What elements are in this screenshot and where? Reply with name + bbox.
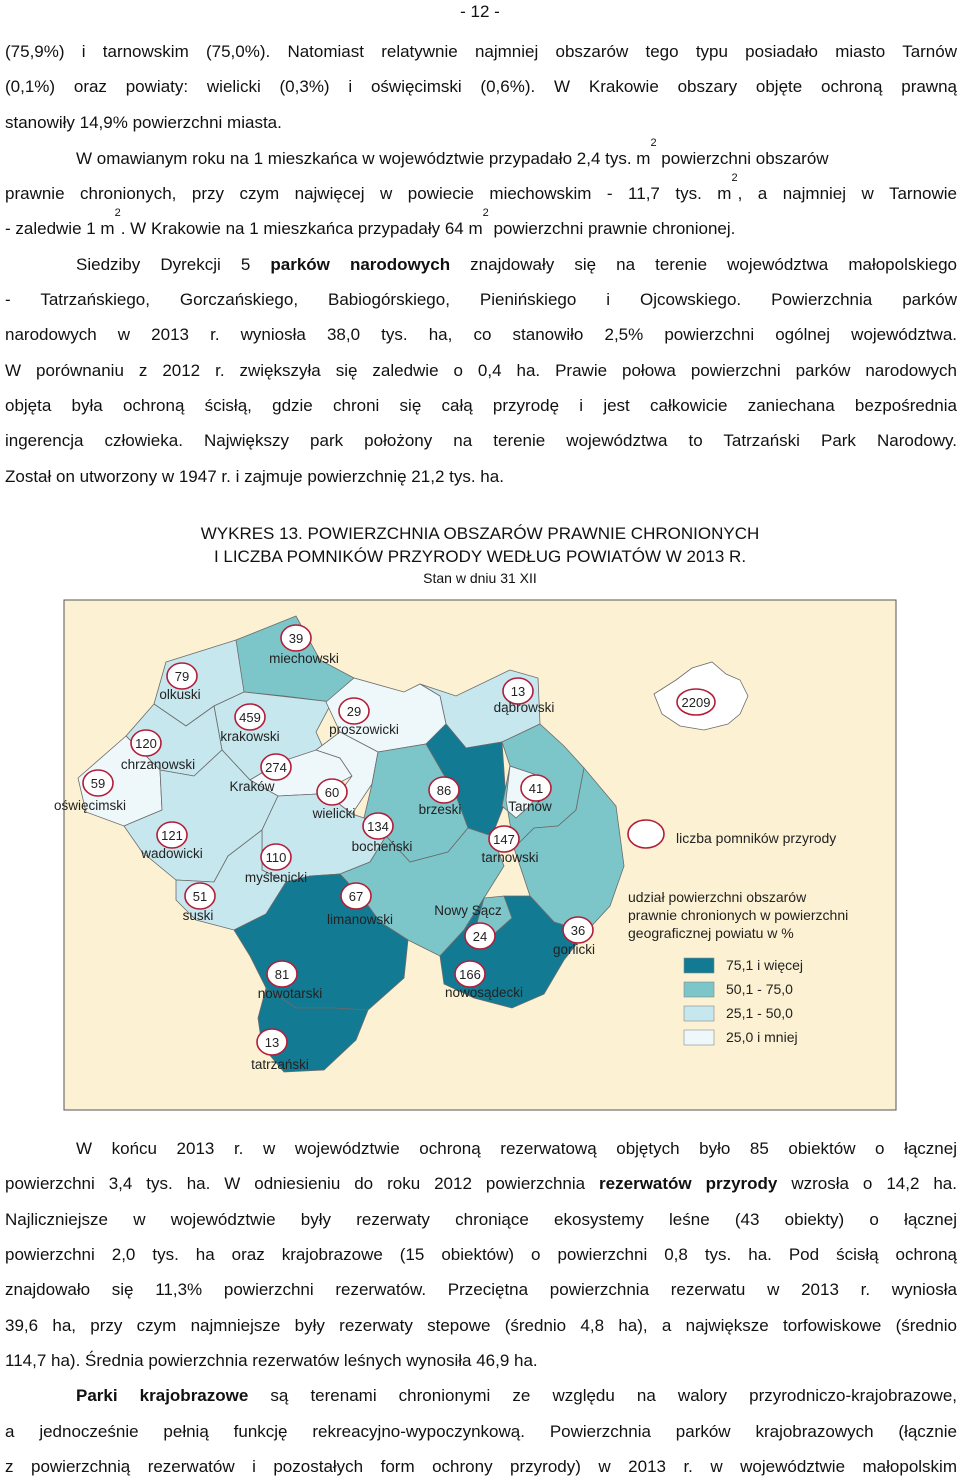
monument-count-olkuski: 79	[174, 669, 190, 684]
region-label-myslenicki: myślenicki	[244, 870, 308, 885]
text-line: objęta była ochroną ścisłą, gdzie chroni się całą przyrodę i jest całkowicie zaniechana bezpośrednia	[5, 396, 957, 415]
monument-count-tatrzanski: 13	[264, 1035, 280, 1050]
monument-count-suski: 51	[192, 889, 208, 904]
monument-count-tarnowski: 147	[493, 832, 515, 847]
choropleth-map	[53, 600, 896, 1110]
region-label-tarnowski: tarnowski	[481, 850, 539, 865]
text-line: prawnie chronionych, przy czym najwięcej w powiecie miechowskim - 11,7 tys. $m^2$, a najmniej w Tarnowie	[5, 172, 957, 203]
region-label-olkuski: olkuski	[159, 687, 201, 702]
text-line: Najliczniejsze w województwie były rezerwaty chroniące ekosystemy leśne (43 obiekty) o łącznej	[5, 1210, 957, 1229]
legend-marker-icon	[628, 820, 664, 848]
legend-class-label: 25,0 i mniej	[726, 1029, 798, 1045]
monument-count-myslenicki: 110	[265, 850, 287, 865]
region-label-bochenski: bocheński	[351, 839, 413, 854]
text-line: powierzchni 3,4 tys. ha. W odniesieniu do roku 2012 powierzchnia rezerwatów przyrody wzrosła o 14,2 ha.	[5, 1174, 957, 1193]
monument-count-oswiecimski: 59	[90, 776, 106, 791]
legend-title-line: udział powierzchni obszarów	[628, 889, 807, 905]
monument-count-dabrowski: 13	[510, 684, 526, 699]
legend-class-label: 50,1 - 75,0	[726, 981, 793, 997]
region-label-wielicki: wielicki	[312, 806, 356, 821]
text-line: znajdowało się 11,3% powierzchni rezerwatów. Przeciętna powierzchnia rezerwatu w 2013 r. wyniosła	[5, 1280, 957, 1299]
text-line: powierzchni 2,0 tys. ha oraz krajobrazowe (15 obiektów) o powierzchni 0,8 tys. ha. Pod ścisłą ochroną	[5, 1245, 957, 1264]
text-line: Siedziby Dyrekcji 5 parków narodowych znajdowały się na terenie województwa małopolskiego	[76, 255, 958, 274]
legend-swatch	[684, 1030, 714, 1045]
region-label-gorlicki: gorlicki	[552, 942, 596, 957]
region-label-nowotarski: nowotarski	[257, 986, 323, 1001]
region-label-limanowski: limanowski	[326, 912, 394, 927]
text-line: (75,9%) i tarnowskim (75,0%). Natomiast relatywnie najmniej obszarów tego typu posiadało miasto Tarnów	[5, 42, 957, 61]
text-line: a jednocześnie pełnią funkcję rekreacyjno-wypoczynkową. Powierzchnia parków krajobrazowych (łącznie	[5, 1422, 957, 1441]
text-line: stanowiły 14,9% powierzchni miasta.	[5, 113, 282, 132]
region-label-tatrzanski: tatrzański	[251, 1057, 309, 1072]
text-line: W końcu 2013 r. w województwie ochroną rezerwatową objętych było 85 obiektów o łącznej	[76, 1139, 957, 1158]
text-line: 39,6 ha, przy czym najmniejsze były rezerwaty stepowe (średnio 4,8 ha), a największe torfowiskowe (średnio	[5, 1316, 957, 1335]
region-label-brzeski: brzeski	[418, 802, 462, 817]
monument-count-miechowski: 39	[288, 631, 304, 646]
chart-title: I LICZBA POMNIKÓW PRZYRODY WEDŁUG POWIATÓW W 2013 R.	[213, 547, 747, 566]
total-monuments-value: 2209	[681, 695, 711, 710]
monument-count-wadowicki: 121	[161, 828, 183, 843]
monument-count-gorlicki: 36	[570, 923, 586, 938]
text-line: narodowych w 2013 r. wyniosła 38,0 tys. ha, co stanowiło 2,5% powierzchni ogólnej województwa.	[5, 325, 957, 344]
region-label-suski: suski	[182, 908, 214, 923]
text-line: W omawianym roku na 1 mieszkańca w województwie przypadało 2,4 tys. $m^2$ powierzchni obszarów	[76, 137, 829, 168]
monument-count-limanowski: 67	[348, 889, 364, 904]
monument-count-krakowski: 459	[239, 710, 261, 725]
legend-monuments-label: liczba pomników przyrody	[676, 830, 837, 846]
text-line: Parki krajobrazowe są terenami chronionymi ze względu na walory przyrodniczo-krajobrazowe,	[76, 1386, 957, 1405]
region-label-nowy-sacz: Nowy Sącz	[434, 903, 502, 918]
text-line: - Tatrzańskiego, Gorczańskiego, Babiogórskiego, Pienińskiego i Ojcowskiego. Powierzchnia parków	[5, 290, 957, 309]
region-label-miechowski: miechowski	[269, 651, 339, 666]
region-label-oswiecimski: oświęcimski	[53, 798, 127, 813]
legend-swatch	[684, 958, 714, 973]
legend-title-line: prawnie chronionych w powierzchni	[628, 907, 849, 923]
legend-swatch	[684, 982, 714, 997]
text-line: 114,7 ha). Średnia powierzchnia rezerwatów leśnych wynosiła 46,9 ha.	[5, 1351, 538, 1370]
chart-title: WYKRES 13. POWIERZCHNIA OBSZARÓW PRAWNIE CHRONIONYCH	[200, 524, 760, 543]
legend-title-line: geograficznej powiatu w %	[628, 925, 794, 941]
text-line: ingerencja człowieka. Największy park położony na terenie województwa to Tatrzański Park Narodowy.	[5, 431, 957, 450]
monument-count-nowy-sacz: 24	[472, 929, 488, 944]
chart-subtitle: Stan w dniu 31 XII	[423, 570, 537, 586]
text-line: Został on utworzony w 1947 r. i zajmuje powierzchnię 21,2 tys. ha.	[5, 467, 504, 486]
text-line: (0,1%) oraz powiaty: wielicki (0,3%) i oświęcimski (0,6%). W Krakowie obszary objęte ochroną prawną	[5, 77, 957, 96]
legend-class-label: 75,1 i więcej	[726, 957, 804, 973]
monument-count-nowosadecki: 166	[459, 967, 481, 982]
monument-count-nowotarski: 81	[274, 967, 290, 982]
region-label-dabrowski: dąbrowski	[493, 700, 555, 715]
region-label-krakow: Kraków	[229, 779, 275, 794]
region-label-tarnow: Tarnów	[508, 799, 552, 814]
monument-count-wielicki: 60	[324, 785, 340, 800]
monument-count-brzeski: 86	[436, 783, 452, 798]
legend-class-label: 25,1 - 50,0	[726, 1005, 793, 1021]
monument-count-proszowicki: 29	[346, 704, 362, 719]
monument-count-tarnow: 41	[528, 781, 544, 796]
monument-count-krakow: 274	[265, 760, 287, 775]
region-label-wadowicki: wadowicki	[141, 846, 203, 861]
monument-count-chrzanowski: 120	[135, 736, 157, 751]
text-line: - zaledwie 1 $m^2$. W Krakowie na 1 mieszkańca przypadały 64 $m^2$ powierzchni prawnie chronionej.	[5, 207, 736, 238]
legend-swatch	[684, 1006, 714, 1021]
text-line: z powierzchnią rezerwatów i pozostałych form ochrony przyrody) w 2013 r. w województwie małopolskim	[5, 1457, 957, 1476]
page-number: - 12 -	[460, 2, 500, 21]
monument-count-bochenski: 134	[367, 819, 389, 834]
region-label-krakowski: krakowski	[220, 729, 280, 744]
region-label-chrzanowski: chrzanowski	[120, 757, 196, 772]
region-label-proszowicki: proszowicki	[329, 722, 399, 737]
text-line: W porównaniu z 2012 r. zwiększyła się zaledwie o 0,4 ha. Prawie połowa powierzchni parków narodowych	[5, 361, 957, 380]
region-label-nowosadecki: nowosądecki	[444, 985, 524, 1000]
